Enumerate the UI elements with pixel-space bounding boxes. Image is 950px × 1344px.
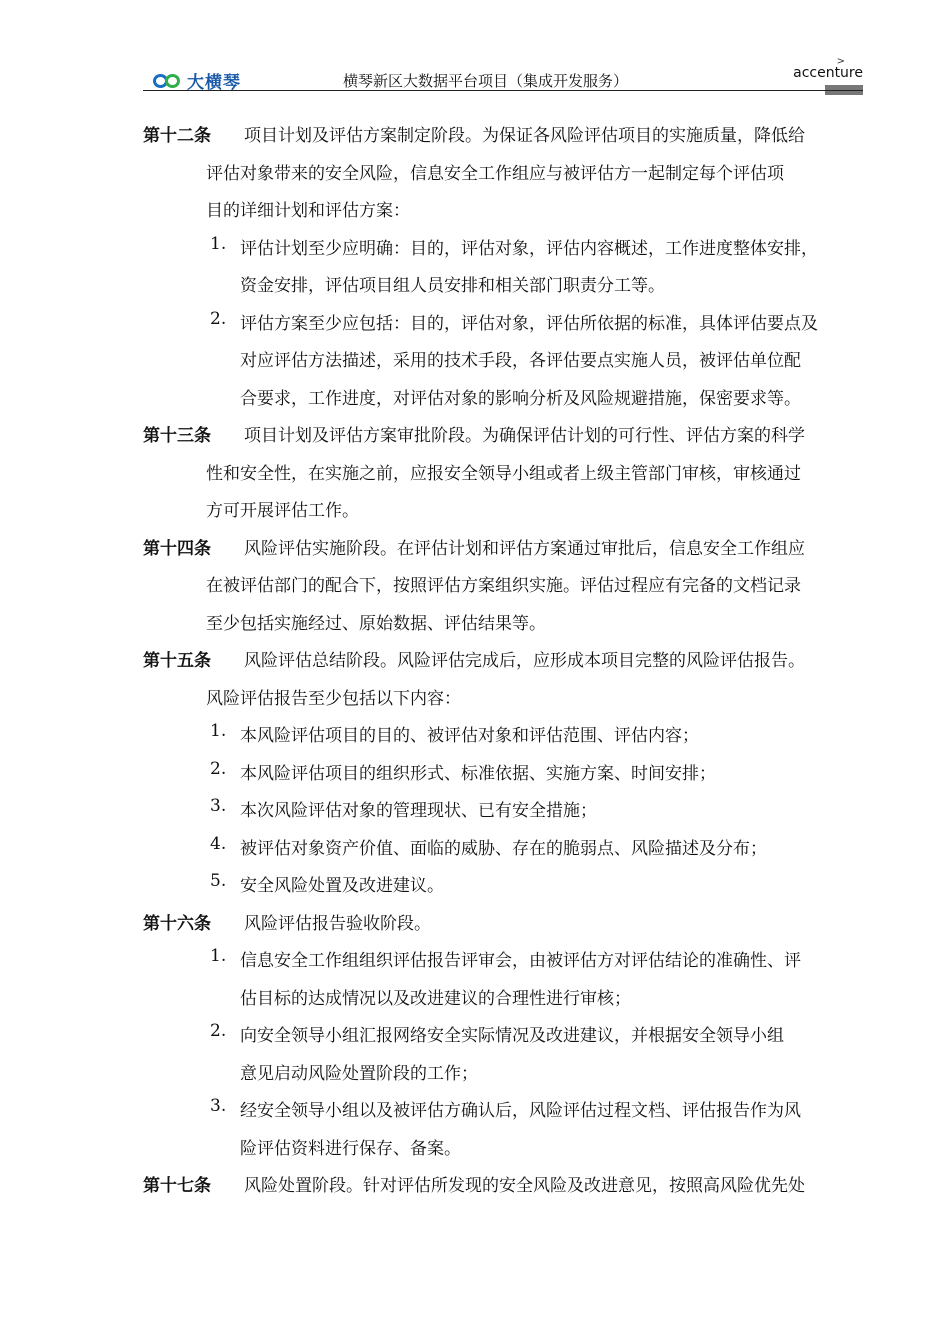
article-text-line: 至少包括实施经过、原始数据、评估结果等。 [206,613,546,634]
header-title: 横琴新区大数据平台项目（集成开发服务） [343,72,629,90]
article-label: 第十二条 [143,126,211,146]
list-item-text-line: 被评估对象资产价值、面临的威胁、存在的脆弱点、风险描述及分布； [240,838,767,859]
article-label: 第十七条 [143,1176,211,1196]
article-text-line: 目的详细计划和评估方案： [206,201,410,221]
article-text-line: 在被评估部门的配合下，按照评估方案组织实施。评估过程应有完备的文档记录 [206,576,801,596]
list-item-number: 2. [210,308,227,329]
article-label: 第十六条 [143,913,211,934]
list-item-text-line: 资金安排，评估项目组人员安排和相关部门职责分工等。 [240,276,665,296]
article-label: 第十四条 [143,538,211,559]
dahengqin-logo-text: 大横琴 [187,73,241,93]
article-text-line: 风险处置阶段。针对评估所发现的安全风险及改进意见，按照高风险优先处 [244,1176,805,1196]
list-item-number: 2. [210,758,227,779]
article-label: 第十三条 [143,426,211,446]
article-text-line: 风险评估实施阶段。在评估计划和评估方案通过审批后，信息安全工作组应 [244,538,805,559]
page-header [143,56,863,93]
list-item-text-line: 经安全领导小组以及被评估方确认后，风险评估过程文档、评估报告作为风 [240,1101,801,1121]
list-item-text-line: 评估计划至少应明确：目的，评估对象，评估内容概述，工作进度整体安排， [240,238,818,259]
list-item-number: 1. [210,233,227,254]
list-item-number: 3. [210,796,227,816]
list-item-text-line: 险评估资料进行保存、备案。 [240,1138,461,1159]
dahengqin-logo-icon [153,72,183,90]
article-text-line: 方可开展评估工作。 [206,501,359,521]
list-item-text-line: 信息安全工作组组织评估报告评审会，由被评估方对评估结论的准确性、评 [240,951,801,971]
list-item-number: 2. [210,1021,227,1041]
article-text-line: 项目计划及评估方案审批阶段。为确保评估计划的可行性、评估方案的科学 [244,426,805,446]
list-item-text-line: 意见启动风险处置阶段的工作； [240,1063,478,1084]
article-text-line: 风险评估总结阶段。风险评估完成后，应形成本项目完整的风险评估报告。 [244,651,805,671]
accenture-logo-text: accenture [793,65,863,81]
list-item-text-line: 对应评估方法描述，采用的技术手段，各评估要点实施人员，被评估单位配 [240,351,801,371]
list-item-text-line: 合要求，工作进度，对评估对象的影响分析及风险规避措施，保密要求等。 [240,388,801,409]
list-item-number: 1. [210,946,227,966]
list-item-number: 5. [210,871,227,891]
article-text-line: 风险评估报告至少包括以下内容： [206,688,461,709]
list-item-text-line: 安全风险处置及改进建议。 [240,876,444,896]
list-item-text-line: 本次风险评估对象的管理现状、已有安全措施； [240,801,597,821]
list-item-number: 3. [210,1096,227,1116]
accenture-caret-icon: > [836,56,845,67]
article-text-line: 项目计划及评估方案制定阶段。为保证各风险评估项目的实施质量，降低给 [244,126,805,146]
article-text-line: 风险评估报告验收阶段。 [244,913,431,934]
list-item-text-line: 本风险评估项目的组织形式、标准依据、实施方案、时间安排； [240,763,716,784]
list-item-number: 4. [210,833,227,854]
list-item-text-line: 向安全领导小组汇报网络安全实际情况及改进建议，并根据安全领导小组 [240,1026,784,1046]
article-text-line: 性和安全性，在实施之前，应报安全领导小组或者上级主管部门审核，审核通过 [206,463,801,484]
article-label: 第十五条 [143,651,211,671]
header-divider [143,90,863,91]
list-item-text-line: 估目标的达成情况以及改进建议的合理性进行审核； [240,988,631,1009]
list-item-number: 1. [210,721,227,741]
list-item-text-line: 评估方案至少应包括：目的，评估对象，评估所依据的标准，具体评估要点及 [240,313,818,334]
article-text-line: 评估对象带来的安全风险，信息安全工作组应与被评估方一起制定每个评估项 [206,163,784,184]
list-item-text-line: 本风险评估项目的目的、被评估对象和评估范围、评估内容； [240,726,699,746]
accenture-logo [783,58,863,99]
